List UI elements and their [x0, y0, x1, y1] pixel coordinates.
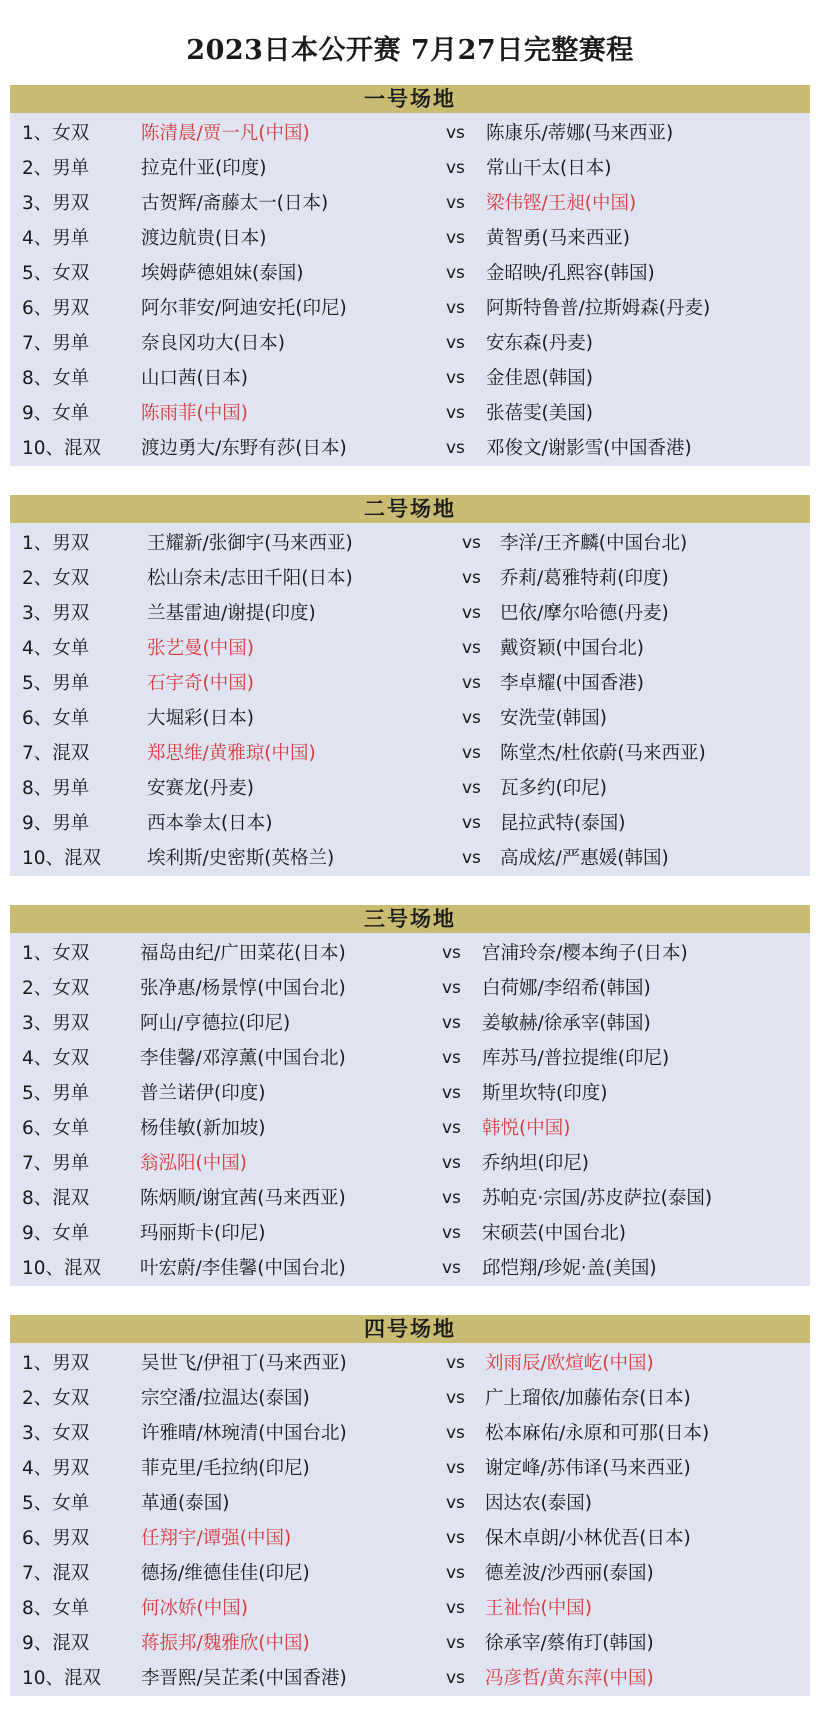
match-number: 1、男双	[22, 533, 90, 554]
player-right: 李洋/王齐麟(中国台北)	[500, 533, 688, 554]
player-left: 普兰诺伊(印度)	[140, 1083, 266, 1104]
match-row	[10, 116, 810, 151]
player-right: 因达农(泰国)	[485, 1493, 592, 1514]
player-right: 昆拉武特(泰国)	[500, 813, 626, 834]
match-row	[10, 841, 810, 876]
player-left: 张净惠/杨景惇(中国台北)	[140, 978, 346, 999]
vs-label: vs	[442, 1153, 461, 1173]
match-number: 10、混双	[22, 848, 102, 869]
player-right: 安东森(丹麦)	[486, 333, 593, 354]
vs-label: vs	[446, 1563, 465, 1583]
match-number: 7、男单	[22, 333, 90, 354]
match-list	[10, 523, 810, 876]
vs-label: vs	[442, 1223, 461, 1243]
vs-label: vs	[446, 333, 465, 353]
match-row	[10, 971, 810, 1006]
vs-label: vs	[446, 1353, 465, 1373]
vs-label: vs	[462, 743, 481, 763]
vs-label: vs	[446, 158, 465, 178]
match-number: 6、男双	[22, 1528, 90, 1549]
match-row	[10, 256, 810, 291]
court-name: 一号场地	[10, 85, 810, 113]
match-row	[10, 1181, 810, 1216]
match-list	[10, 113, 810, 466]
match-number: 2、女双	[22, 568, 90, 589]
match-row	[10, 1076, 810, 1111]
player-left: 渡边勇大/东野有莎(日本)	[141, 438, 347, 459]
court-name: 二号场地	[10, 495, 810, 523]
vs-label: vs	[446, 1458, 465, 1478]
player-right: 巴依/摩尔哈德(丹麦)	[500, 603, 669, 624]
match-number: 1、女双	[22, 943, 90, 964]
player-right: 金佳恩(韩国)	[486, 368, 593, 389]
match-row	[10, 1416, 810, 1451]
player-right: 阿斯特鲁普/拉斯姆森(丹麦)	[486, 298, 711, 319]
match-number: 10、混双	[22, 1258, 102, 1279]
player-left: 阿尔菲安/阿迪安托(印尼)	[141, 298, 347, 319]
match-number: 9、女单	[22, 403, 90, 424]
player-left: 何冰娇(中国)	[141, 1598, 248, 1619]
player-left: 德扬/维德佳佳(印尼)	[141, 1563, 310, 1584]
match-number: 2、男单	[22, 158, 90, 179]
player-left: 陈雨菲(中国)	[141, 403, 248, 424]
match-number: 5、女单	[22, 1493, 90, 1514]
vs-label: vs	[446, 193, 465, 213]
vs-label: vs	[462, 848, 481, 868]
player-left: 翁泓阳(中国)	[140, 1153, 247, 1174]
vs-label: vs	[446, 1633, 465, 1653]
court-section	[10, 1315, 810, 1696]
match-row	[10, 1661, 810, 1696]
player-right: 刘雨辰/欧煊屹(中国)	[485, 1353, 654, 1374]
player-right: 保木卓朗/小林优吾(日本)	[485, 1528, 691, 1549]
vs-label: vs	[446, 1528, 465, 1548]
player-left: 陈清晨/贾一凡(中国)	[141, 123, 310, 144]
vs-label: vs	[462, 673, 481, 693]
match-number: 4、男单	[22, 228, 90, 249]
vs-label: vs	[446, 368, 465, 388]
player-right: 常山干太(日本)	[486, 158, 612, 179]
match-row	[10, 1451, 810, 1486]
player-left: 任翔宇/谭强(中国)	[141, 1528, 292, 1549]
match-number: 9、男单	[22, 813, 90, 834]
match-number: 9、混双	[22, 1633, 90, 1654]
player-left: 张艺曼(中国)	[147, 638, 254, 659]
match-row	[10, 361, 810, 396]
match-row	[10, 151, 810, 186]
match-number: 4、女单	[22, 638, 90, 659]
player-right: 谢定峰/苏伟译(马来西亚)	[485, 1458, 691, 1479]
match-number: 7、男单	[22, 1153, 90, 1174]
vs-label: vs	[462, 533, 481, 553]
match-row	[10, 631, 810, 666]
match-number: 6、女单	[22, 1118, 90, 1139]
vs-label: vs	[442, 1013, 461, 1033]
player-left: 吴世飞/伊祖丁(马来西亚)	[141, 1353, 347, 1374]
player-left: 郑思维/黄雅琼(中国)	[147, 743, 316, 764]
player-right: 梁伟铿/王昶(中国)	[486, 193, 637, 214]
match-number: 2、女双	[22, 1388, 90, 1409]
match-row	[10, 936, 810, 971]
match-row	[10, 1146, 810, 1181]
match-row	[10, 596, 810, 631]
vs-label: vs	[446, 263, 465, 283]
player-left: 古贺辉/斋藤太一(日本)	[141, 193, 329, 214]
vs-label: vs	[462, 603, 481, 623]
court-section	[10, 495, 810, 876]
match-row	[10, 561, 810, 596]
player-left: 拉克什亚(印度)	[141, 158, 267, 179]
player-right: 邓俊文/谢影雪(中国香港)	[486, 438, 692, 459]
match-number: 3、女双	[22, 1423, 90, 1444]
vs-label: vs	[442, 1188, 461, 1208]
player-left: 陈炳顺/谢宜茜(马来西亚)	[140, 1188, 346, 1209]
player-left: 奈良冈功大(日本)	[141, 333, 285, 354]
match-number: 3、男双	[22, 193, 90, 214]
match-number: 6、女单	[22, 708, 90, 729]
match-number: 7、混双	[22, 743, 90, 764]
match-number: 10、混双	[22, 1668, 102, 1689]
match-number: 4、女双	[22, 1048, 90, 1069]
match-row	[10, 326, 810, 361]
player-left: 埃利斯/史密斯(英格兰)	[147, 848, 335, 869]
match-row	[10, 526, 810, 561]
vs-label: vs	[462, 568, 481, 588]
match-number: 6、男双	[22, 298, 90, 319]
player-left: 阿山/亨德拉(印尼)	[140, 1013, 291, 1034]
vs-label: vs	[442, 1048, 461, 1068]
match-number: 5、男单	[22, 673, 90, 694]
vs-label: vs	[462, 638, 481, 658]
match-row	[10, 701, 810, 736]
player-left: 福岛由纪/广田菜花(日本)	[140, 943, 346, 964]
player-right: 徐承宰/蔡侑玎(韩国)	[485, 1633, 654, 1654]
court-section	[10, 85, 810, 466]
player-right: 乔莉/葛雅特莉(印度)	[500, 568, 669, 589]
player-right: 金昭映/孔熙容(韩国)	[486, 263, 655, 284]
player-left: 石宇奇(中国)	[147, 673, 254, 694]
match-row	[10, 1556, 810, 1591]
match-row	[10, 1591, 810, 1626]
player-left: 李佳馨/邓淳薰(中国台北)	[140, 1048, 346, 1069]
vs-label: vs	[446, 123, 465, 143]
vs-label: vs	[462, 778, 481, 798]
player-left: 兰基雷迪/谢提(印度)	[147, 603, 316, 624]
player-right: 戴资颖(中国台北)	[500, 638, 644, 659]
vs-label: vs	[442, 943, 461, 963]
vs-label: vs	[446, 298, 465, 318]
match-number: 2、女双	[22, 978, 90, 999]
match-number: 7、混双	[22, 1563, 90, 1584]
player-right: 黄智勇(马来西亚)	[486, 228, 630, 249]
player-right: 德差波/沙西丽(泰国)	[485, 1563, 654, 1584]
player-left: 李晋熙/吴芷柔(中国香港)	[141, 1668, 347, 1689]
vs-label: vs	[462, 813, 481, 833]
vs-label: vs	[446, 1388, 465, 1408]
match-number: 3、男双	[22, 603, 90, 624]
match-row	[10, 431, 810, 466]
match-row	[10, 736, 810, 771]
vs-label: vs	[442, 1118, 461, 1138]
match-row	[10, 806, 810, 841]
player-left: 许雅晴/林琬清(中国台北)	[141, 1423, 347, 1444]
player-left: 玛丽斯卡(印尼)	[140, 1223, 266, 1244]
player-left: 革通(泰国)	[141, 1493, 230, 1514]
player-left: 蒋振邦/魏雅欣(中国)	[141, 1633, 310, 1654]
player-left: 松山奈未/志田千阳(日本)	[147, 568, 353, 589]
match-number: 1、女双	[22, 123, 90, 144]
player-left: 大堀彩(日本)	[147, 708, 254, 729]
player-right: 苏帕克·宗国/苏皮萨拉(泰国)	[482, 1188, 713, 1209]
player-right: 白荷娜/李绍希(韩国)	[482, 978, 651, 999]
match-row	[10, 1006, 810, 1041]
match-row	[10, 1346, 810, 1381]
match-number: 9、女单	[22, 1223, 90, 1244]
match-number: 3、男双	[22, 1013, 90, 1034]
player-right: 广上瑠依/加藤佑奈(日本)	[485, 1388, 691, 1409]
match-row	[10, 1041, 810, 1076]
page-title: 2023日本公开赛 7月27日完整赛程	[186, 35, 634, 66]
player-left: 安赛龙(丹麦)	[147, 778, 254, 799]
match-list	[10, 933, 810, 1286]
player-left: 杨佳敏(新加坡)	[140, 1118, 266, 1139]
player-left: 宗空潘/拉温达(泰国)	[141, 1388, 310, 1409]
match-row	[10, 186, 810, 221]
court-section	[10, 905, 810, 1286]
player-right: 韩悦(中国)	[482, 1118, 571, 1139]
player-right: 库苏马/普拉提维(印尼)	[482, 1048, 670, 1069]
match-row	[10, 221, 810, 256]
player-right: 松本麻佑/永原和可那(日本)	[485, 1423, 710, 1444]
match-row	[10, 666, 810, 701]
player-right: 冯彦哲/黄东萍(中国)	[485, 1668, 654, 1689]
vs-label: vs	[442, 1258, 461, 1278]
player-left: 渡边航贵(日本)	[141, 228, 267, 249]
vs-label: vs	[462, 708, 481, 728]
match-row	[10, 1626, 810, 1661]
player-right: 邱恺翔/珍妮·盖(美国)	[482, 1258, 657, 1279]
match-number: 8、男单	[22, 778, 90, 799]
player-left: 叶宏蔚/李佳馨(中国台北)	[140, 1258, 346, 1279]
player-right: 瓦多约(印尼)	[500, 778, 607, 799]
vs-label: vs	[446, 403, 465, 423]
match-row	[10, 291, 810, 326]
match-number: 1、男双	[22, 1353, 90, 1374]
player-right: 宋硕芸(中国台北)	[482, 1223, 626, 1244]
vs-label: vs	[442, 1083, 461, 1103]
player-right: 乔纳坦(印尼)	[482, 1153, 589, 1174]
match-number: 5、男单	[22, 1083, 90, 1104]
player-left: 埃姆萨德姐妹(泰国)	[141, 263, 304, 284]
player-left: 西本拳太(日本)	[147, 813, 273, 834]
match-number: 10、混双	[22, 438, 102, 459]
match-row	[10, 1251, 810, 1286]
player-right: 斯里坎特(印度)	[482, 1083, 608, 1104]
player-left: 王耀新/张御宇(马来西亚)	[147, 533, 353, 554]
match-row	[10, 1521, 810, 1556]
vs-label: vs	[446, 1493, 465, 1513]
vs-label: vs	[446, 1598, 465, 1618]
match-row	[10, 1216, 810, 1251]
match-number: 5、女双	[22, 263, 90, 284]
match-row	[10, 1111, 810, 1146]
match-number: 4、男双	[22, 1458, 90, 1479]
player-right: 李卓耀(中国香港)	[500, 673, 644, 694]
player-left: 菲克里/毛拉纳(印尼)	[141, 1458, 310, 1479]
vs-label: vs	[446, 228, 465, 248]
vs-label: vs	[442, 978, 461, 998]
vs-label: vs	[446, 1668, 465, 1688]
match-number: 8、混双	[22, 1188, 90, 1209]
player-right: 陈康乐/蒂娜(马来西亚)	[486, 123, 674, 144]
court-name: 四号场地	[10, 1315, 810, 1343]
match-row	[10, 771, 810, 806]
match-number: 8、女单	[22, 1598, 90, 1619]
match-row	[10, 1486, 810, 1521]
match-list	[10, 1343, 810, 1696]
match-row	[10, 1381, 810, 1416]
match-row	[10, 396, 810, 431]
player-right: 高成炫/严惠媛(韩国)	[500, 848, 669, 869]
player-right: 姜敏赫/徐承宰(韩国)	[482, 1013, 651, 1034]
match-number: 8、女单	[22, 368, 90, 389]
player-right: 张蓓雯(美国)	[486, 403, 593, 424]
player-right: 王祉怡(中国)	[485, 1598, 592, 1619]
player-left: 山口茜(日本)	[141, 368, 248, 389]
vs-label: vs	[446, 438, 465, 458]
player-right: 宫浦玲奈/樱本绚子(日本)	[482, 943, 688, 964]
player-right: 陈堂杰/杜依蔚(马来西亚)	[500, 743, 706, 764]
court-name: 三号场地	[10, 905, 810, 933]
player-right: 安洗莹(韩国)	[500, 708, 607, 729]
vs-label: vs	[446, 1423, 465, 1443]
